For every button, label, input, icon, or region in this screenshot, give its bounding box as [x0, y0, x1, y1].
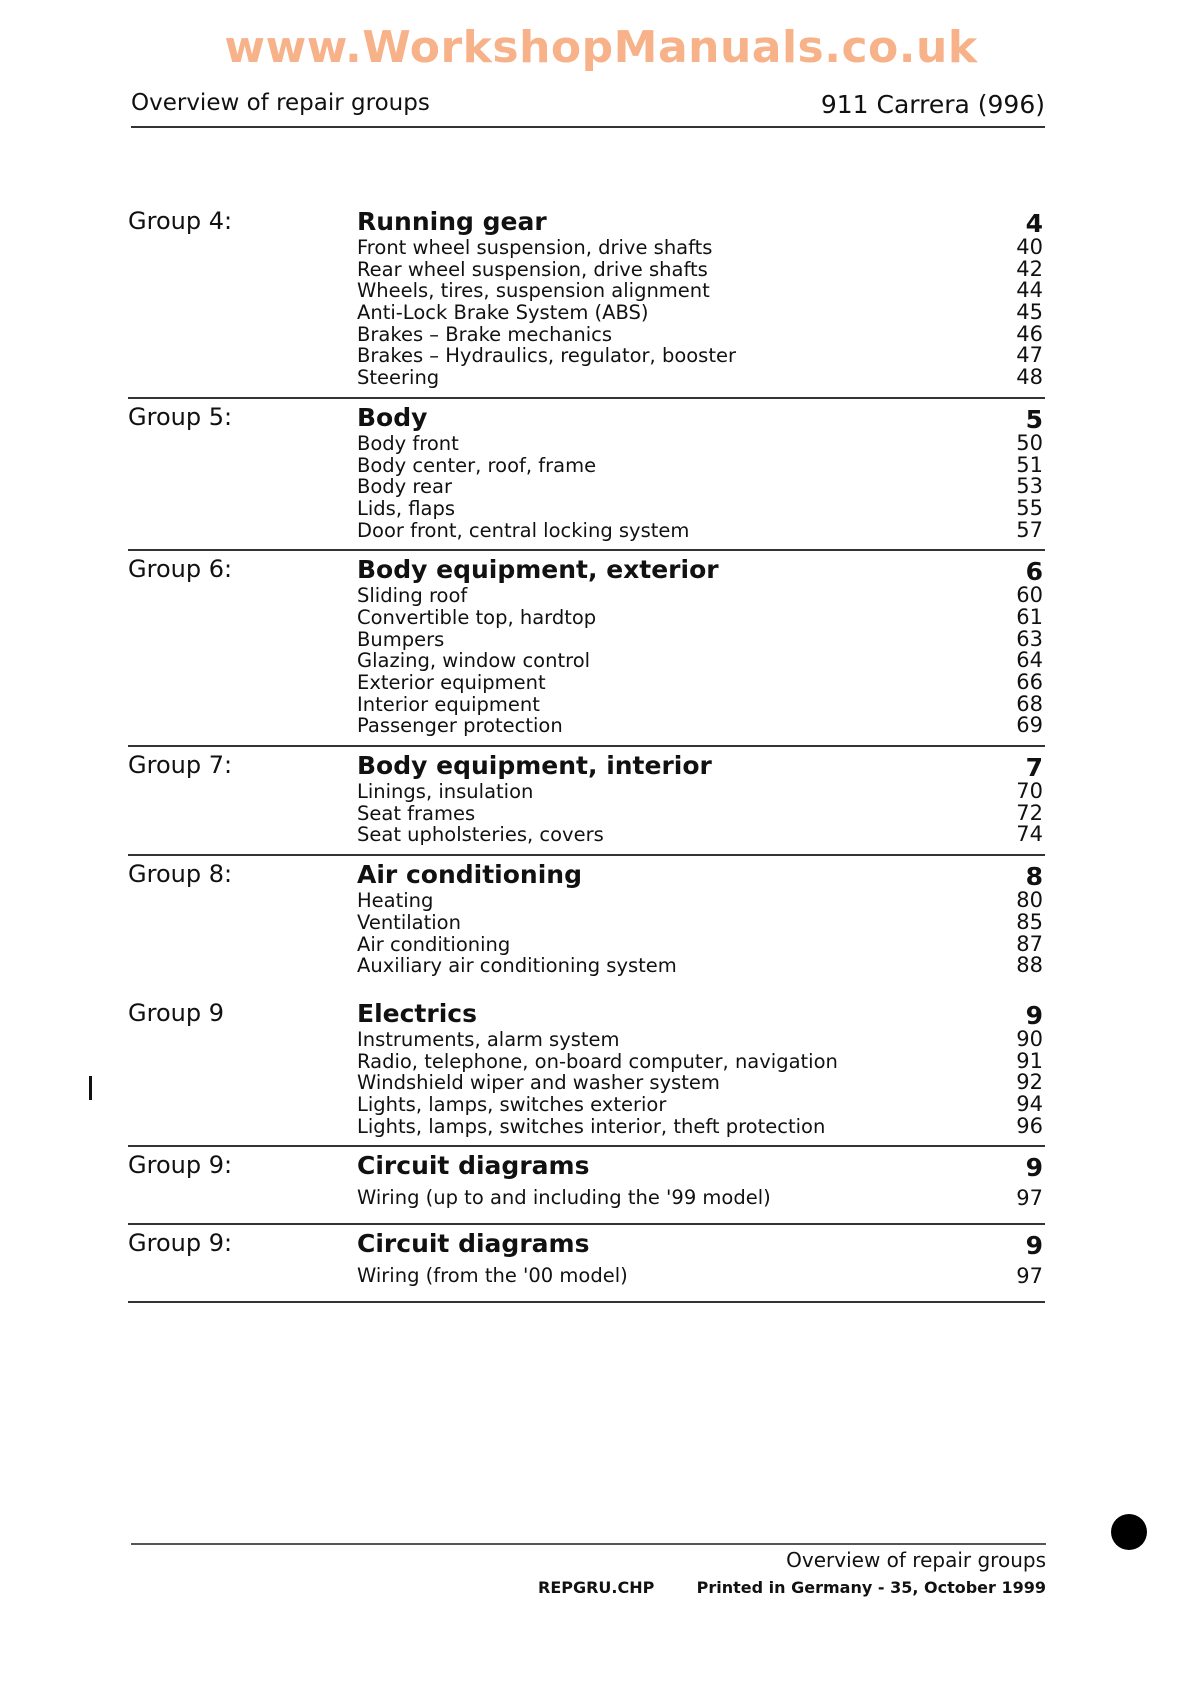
- item-page: 45: [1016, 300, 1043, 325]
- page-header: [131, 90, 1045, 128]
- list-item: [357, 824, 1045, 846]
- item-page: 87: [1016, 931, 1043, 956]
- item-text: Anti-Lock Brake System (ABS): [357, 301, 649, 325]
- group-label: Group 4:: [128, 207, 233, 235]
- group-9-electrics: [128, 995, 1045, 1147]
- footer-divider: [131, 1543, 1046, 1545]
- item-text: Body front: [357, 431, 459, 455]
- list-item: [357, 890, 1045, 912]
- list-item: [357, 321, 1045, 346]
- item-page: 66: [1016, 670, 1043, 694]
- group-title: Body equipment, exterior: [357, 555, 719, 585]
- item-page: 44: [1016, 278, 1043, 303]
- list-item: [357, 715, 1045, 737]
- item-text: Windshield wiper and washer system: [357, 1071, 720, 1095]
- list-item: [357, 1072, 1045, 1094]
- item-text: Bumpers: [357, 627, 445, 651]
- list-item: [357, 604, 1045, 629]
- group-label: Group 8:: [128, 860, 233, 889]
- item-page: 47: [1016, 343, 1043, 368]
- change-bar: [89, 1076, 92, 1100]
- list-item: [357, 800, 1045, 825]
- list-item: [357, 691, 1045, 716]
- item-text: Seat upholsteries, covers: [357, 823, 604, 847]
- item-text: Interior equipment: [357, 692, 540, 716]
- item-text: Wiring (up to and including the '99 model): [357, 1186, 771, 1210]
- list-item: [357, 476, 1045, 498]
- list-item: [357, 626, 1045, 651]
- list-item: [357, 495, 1045, 520]
- list-item: [357, 302, 1045, 324]
- item-page: 51: [1016, 452, 1043, 477]
- group-number: 7: [1025, 753, 1043, 783]
- group-5: [128, 399, 1045, 551]
- item-page: 48: [1016, 365, 1043, 390]
- item-text: Wheels, tires, suspension alignment: [357, 279, 710, 303]
- footer-title: Overview of repair groups: [786, 1548, 1046, 1572]
- item-page: 88: [1016, 953, 1043, 978]
- footer-printed: Printed in Germany - 35, October 1999: [696, 1578, 1046, 1597]
- group-9-circuit-diagrams-99: [128, 1147, 1045, 1225]
- list-item: [357, 1181, 1045, 1215]
- group-6: [128, 551, 1045, 747]
- group-9-circuit-diagrams-00: [128, 1225, 1045, 1303]
- item-page: 80: [1016, 888, 1043, 913]
- item-text: Lids, flaps: [357, 496, 455, 520]
- repair-groups-list: [128, 203, 1045, 1303]
- group-title: Circuit diagrams: [357, 1151, 590, 1181]
- item-page: 64: [1016, 648, 1043, 673]
- item-page: 63: [1016, 626, 1043, 651]
- footer-filename: REPGRU.CHP: [538, 1578, 655, 1597]
- group-title: Body: [357, 402, 428, 432]
- page-marker-dot: [1111, 1514, 1147, 1550]
- item-text: Radio, telephone, on-board computer, navigation: [357, 1049, 838, 1073]
- item-page: 40: [1016, 235, 1043, 259]
- list-item: [357, 256, 1045, 281]
- item-text: Lights, lamps, switches interior, theft protection: [357, 1114, 826, 1138]
- item-text: Heating: [357, 889, 434, 913]
- group-label: Group 9: [128, 998, 224, 1027]
- item-text: Passenger protection: [357, 714, 563, 738]
- group-label: Group 9:: [128, 1151, 233, 1180]
- item-text: Instruments, alarm system: [357, 1027, 620, 1051]
- item-text: Body rear: [357, 475, 452, 499]
- list-item: [357, 237, 1045, 259]
- group-title: Circuit diagrams: [357, 1229, 590, 1259]
- item-page: 74: [1016, 822, 1043, 847]
- item-page: 68: [1016, 691, 1043, 716]
- item-page: 97: [1016, 1264, 1043, 1289]
- item-text: Convertible top, hardtop: [357, 605, 597, 629]
- item-page: 70: [1016, 779, 1043, 804]
- list-item: [357, 1091, 1045, 1116]
- list-item: [357, 452, 1045, 477]
- item-text: Steering: [357, 366, 440, 390]
- item-text: Wiring (from the '00 model): [357, 1264, 628, 1288]
- group-number: 4: [1025, 209, 1043, 238]
- group-4: [128, 203, 1045, 399]
- list-item: [357, 1259, 1045, 1293]
- item-page: 42: [1016, 256, 1043, 281]
- item-page: 85: [1016, 909, 1043, 934]
- group-label: Group 5:: [128, 402, 233, 431]
- group-number: 9: [1025, 1000, 1043, 1030]
- item-page: 61: [1016, 604, 1043, 629]
- group-number: 5: [1025, 404, 1043, 434]
- item-page: 57: [1016, 517, 1043, 542]
- list-item: [357, 1048, 1045, 1073]
- group-7: [128, 747, 1045, 856]
- item-text: Brakes – Hydraulics, regulator, booster: [357, 344, 737, 368]
- item-page: 72: [1016, 800, 1043, 825]
- group-label: Group 6:: [128, 555, 233, 584]
- item-text: Auxiliary air conditioning system: [357, 954, 677, 978]
- list-item: [357, 909, 1045, 934]
- item-page: 96: [1016, 1113, 1043, 1138]
- item-page: 53: [1016, 474, 1043, 499]
- header-model: 911 Carrera (996): [820, 90, 1045, 119]
- item-text: Air conditioning: [357, 932, 511, 956]
- list-item: [357, 345, 1045, 367]
- group-number: 8: [1025, 862, 1043, 892]
- item-text: Linings, insulation: [357, 780, 534, 804]
- list-item: [357, 585, 1045, 607]
- header-title: Overview of repair groups: [131, 90, 430, 116]
- list-item: [357, 517, 1045, 542]
- group-number: 6: [1025, 557, 1043, 587]
- item-text: Lights, lamps, switches exterior: [357, 1092, 667, 1116]
- item-page: 92: [1016, 1070, 1043, 1095]
- list-item: [357, 367, 1045, 389]
- item-text: Sliding roof: [357, 584, 468, 608]
- item-page: 50: [1016, 430, 1043, 455]
- item-page: 91: [1016, 1048, 1043, 1073]
- item-text: Front wheel suspension, drive shafts: [357, 236, 713, 259]
- item-page: 90: [1016, 1026, 1043, 1051]
- item-text: Door front, central locking system: [357, 518, 690, 542]
- item-page: 46: [1016, 321, 1043, 346]
- list-item: [357, 955, 1045, 977]
- item-text: Brakes – Brake mechanics: [357, 322, 613, 346]
- group-title: Body equipment, interior: [357, 751, 712, 781]
- list-item: [357, 650, 1045, 672]
- group-title: Running gear: [357, 207, 547, 236]
- list-item: [357, 1113, 1045, 1138]
- list-item: [357, 781, 1045, 803]
- list-item: [357, 931, 1045, 956]
- group-8: [128, 856, 1045, 995]
- item-page: 69: [1016, 713, 1043, 738]
- list-item: [357, 280, 1045, 302]
- item-text: Body center, roof, frame: [357, 453, 597, 477]
- item-text: Seat frames: [357, 801, 476, 825]
- list-item: [357, 672, 1045, 694]
- group-label: Group 9:: [128, 1229, 233, 1258]
- watermark: www.WorkshopManuals.co.uk: [224, 22, 978, 73]
- item-page: 97: [1016, 1186, 1043, 1211]
- list-item: [357, 1026, 1045, 1051]
- group-title: Air conditioning: [357, 860, 582, 890]
- item-page: 55: [1016, 495, 1043, 520]
- item-text: Exterior equipment: [357, 671, 546, 694]
- group-label: Group 7:: [128, 751, 233, 780]
- group-number: 9: [1025, 1153, 1043, 1183]
- item-text: Ventilation: [357, 910, 461, 934]
- item-page: 94: [1016, 1091, 1043, 1116]
- item-text: Rear wheel suspension, drive shafts: [357, 257, 708, 281]
- group-title: Electrics: [357, 998, 477, 1028]
- list-item: [357, 430, 1045, 455]
- item-text: Glazing, window control: [357, 649, 591, 673]
- group-number: 9: [1025, 1231, 1043, 1261]
- item-page: 60: [1016, 583, 1043, 608]
